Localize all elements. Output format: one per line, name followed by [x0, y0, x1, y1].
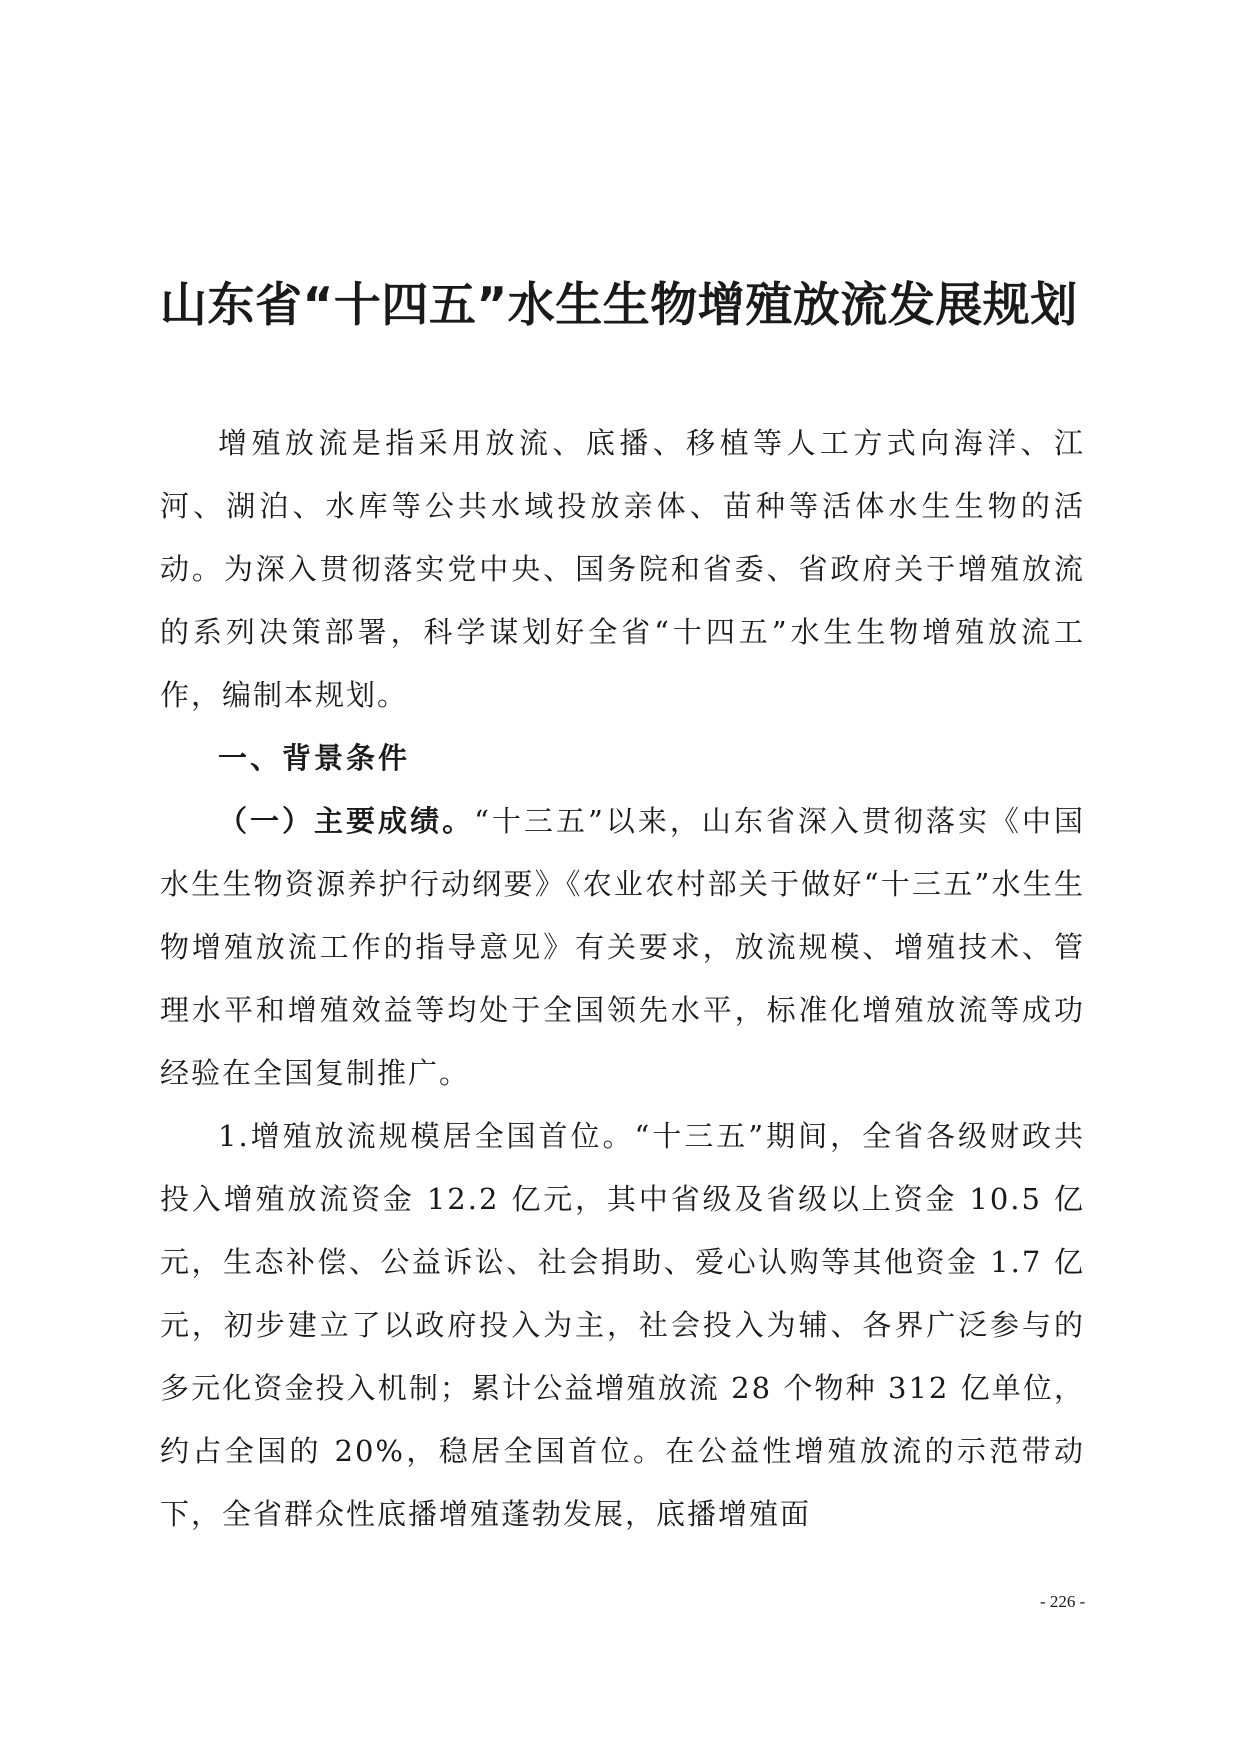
intro-paragraph: 增殖放流是指采用放流、底播、移植等人工方式向海洋、江河、湖泊、水库等公共水域投放亲体、苗种等活体水生生物的活动。为深入贯彻落实党中央、国务院和省委、省政府关于增殖放流的系列决策部署，科学谋划好全省“十四五”水生生物增殖放流工作，编制本规划。 — [160, 426, 1085, 712]
point-paragraph: 1.增殖放流规模居全国首位。“十三五”期间，全省各级财政共投入增殖放流资金 12.2 亿元，其中省级及省级以上资金 10.5 亿元，生态补偿、公益诉讼、社会捐助、爱心认购等其他资金 1.7 亿元，初步建立了以政府投入为主，社会投入为辅、各界广泛参与的多元化资金投入机制；累计公益增殖放流 28 个物种 312 亿单位，约占全国的 20%，稳居全国首位。在公益性增殖放流的示范带动下，全省群众性底播增殖蓬勃发展，底播增殖面 — [160, 1119, 1085, 1531]
subsection-text: “十三五”以来，山东省深入贯彻落实《中国水生生物资源养护行动纲要》《农业农村部关于做好“十三五”水生生物增殖放流工作的指导意见》有关要求，放流规模、增殖技术、管理水平和增殖效益等均处于全国领先水平，标准化增殖放流等成功经验在全国复制推广。 — [160, 804, 1085, 1090]
page-number: - 226 - — [1040, 1592, 1086, 1611]
subsection-heading: （一）主要成绩。 — [218, 804, 475, 838]
subsection-paragraph — [160, 790, 1085, 1105]
document-title: 山东省“十四五”水生生物增殖放流发展规划 — [160, 278, 1078, 333]
section-heading: 一、背景条件 — [218, 741, 411, 775]
document-body — [160, 412, 1085, 1546]
